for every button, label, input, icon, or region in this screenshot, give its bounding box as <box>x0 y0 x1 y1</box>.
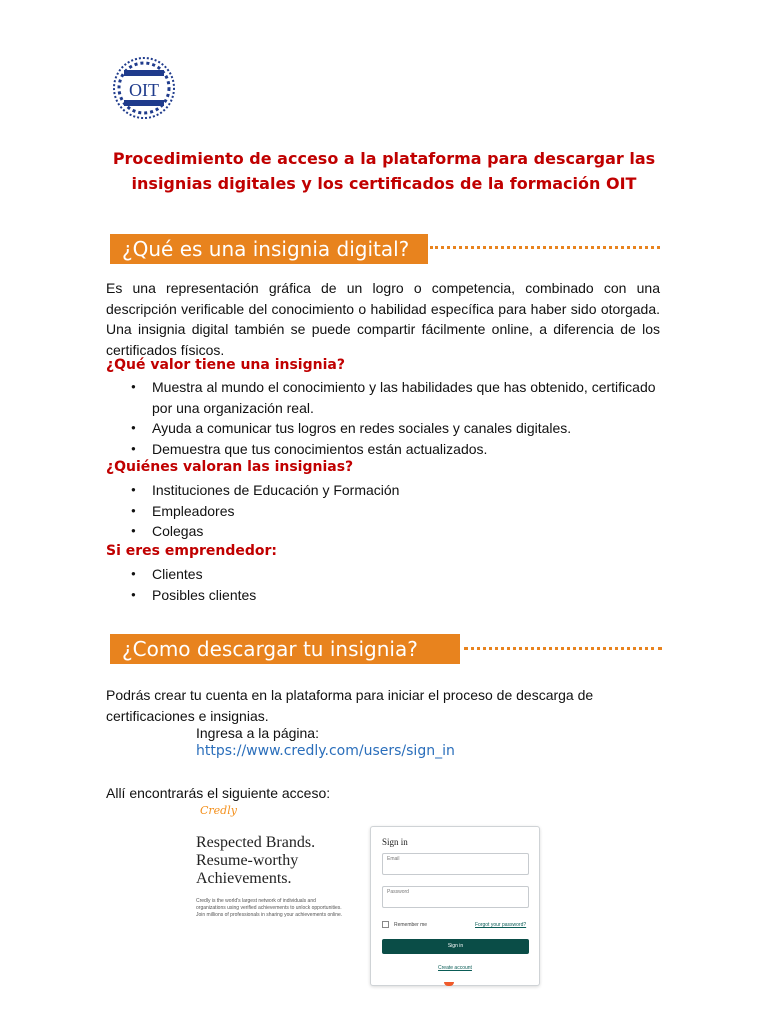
signin-card <box>370 826 540 986</box>
ingresa-text: Ingresa a la página: <box>196 725 319 741</box>
list-item: ● Ayuda a comunicar tus logros en redes sociales y canales digitales. <box>106 418 666 439</box>
download-paragraph: Podrás crear tu cuenta en la plataforma para iniciar el proceso de descarga de certificaciones e insignias. <box>106 687 594 724</box>
section-banner-download: ¿Como descargar tu insignia? <box>110 634 460 664</box>
signin-button[interactable]: Sign in <box>382 939 529 954</box>
list-item: ● Posibles clientes <box>106 585 666 606</box>
list-item: ● Empleadores <box>106 501 666 522</box>
email-label: Email <box>387 856 400 862</box>
title-line-2: insignias digitales y los certificados de la formación OIT <box>131 174 637 193</box>
email-field[interactable] <box>382 853 529 875</box>
quienes-list <box>106 480 666 542</box>
banner-dots <box>464 647 662 650</box>
emprendedor-heading: Si eres emprendedor: <box>106 543 277 559</box>
document-title <box>60 146 708 196</box>
list-item: ● Colegas <box>106 521 666 542</box>
oit-logo-icon <box>106 54 182 122</box>
remember-checkbox[interactable] <box>382 921 389 928</box>
list-item: ● Demuestra que tus conocimientos están actualizados. <box>106 439 666 460</box>
section-banner-what-is: ¿Qué es una insignia digital? <box>110 234 428 264</box>
title-line-1: Procedimiento de acceso a la plataforma para descargar las <box>112 149 656 168</box>
remember-label: Remember me <box>394 921 428 928</box>
password-label: Password <box>387 889 409 895</box>
credly-screenshot <box>194 802 544 992</box>
create-account-link[interactable]: Create account <box>438 965 472 971</box>
forgot-password-link[interactable]: Forgot your password? <box>475 922 527 928</box>
banner-dots <box>430 246 660 249</box>
credly-logo: Credly <box>200 804 237 817</box>
intro-paragraph: Es una representación gráfica de un logro o competencia, combinado con una descripción verificable del conocimiento o habilidad específica para haber sido otorgada. Una insignia digital también se puede compartir fácilmente online, a diferencia de los certificados físicos. <box>106 280 660 358</box>
emprendedor-list <box>106 564 666 605</box>
svg-text:OIT: OIT <box>129 80 159 100</box>
credly-signin-link[interactable]: https://www.credly.com/users/sign_in <box>196 743 455 759</box>
list-item: ● Instituciones de Educación y Formación <box>106 480 666 501</box>
valor-list <box>106 377 666 459</box>
password-field[interactable] <box>382 886 529 908</box>
credly-hero-text: Respected Brands. Resume-worthy Achievements. <box>196 834 316 887</box>
valor-heading: ¿Qué valor tiene una insignia? <box>106 357 345 373</box>
remember-me[interactable] <box>382 921 427 928</box>
list-item: ● Muestra al mundo el conocimiento y las habilidades que has obtenido, certificado por una organización real. <box>106 377 666 418</box>
signin-title: Sign in <box>382 837 408 847</box>
credly-hero-subtext: Credly is the world's largest network of individuals and organizations using verified achievements to unlock opportunities. Join millions of professionals in sharing your achievements online. <box>196 898 343 918</box>
list-item: ● Clientes <box>106 564 666 585</box>
alli-text: Allí encontrarás el siguiente acceso: <box>106 785 331 801</box>
quienes-heading: ¿Quiénes valoran las insignias? <box>106 459 354 475</box>
